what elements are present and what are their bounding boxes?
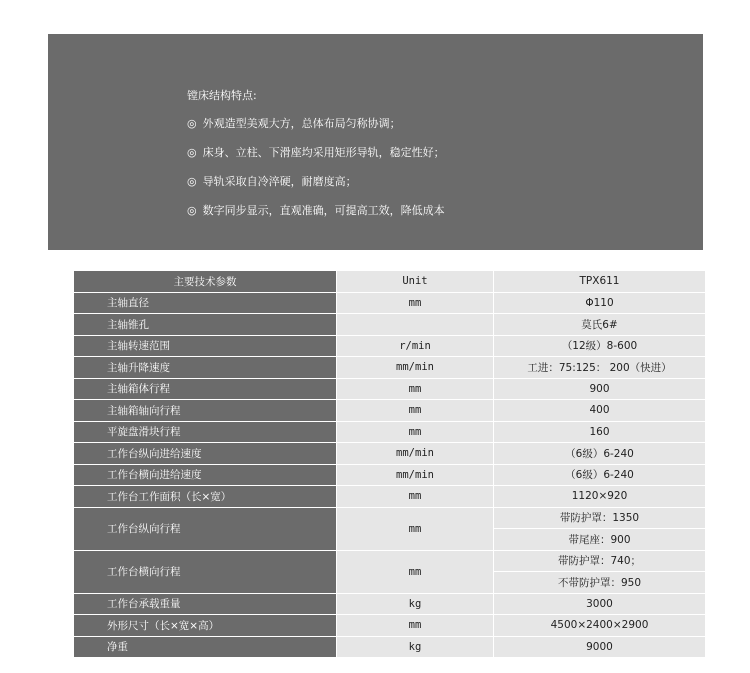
table-row bbox=[74, 357, 705, 378]
param-name: 主轴锥孔 bbox=[74, 314, 336, 335]
param-unit: mm bbox=[337, 293, 493, 314]
param-name: 净重 bbox=[74, 637, 336, 658]
param-unit: mm bbox=[337, 422, 493, 443]
param-value: 带尾座：900 bbox=[494, 529, 705, 550]
param-value: （6级）6-240 bbox=[494, 443, 705, 464]
param-unit: mm bbox=[337, 400, 493, 421]
feature-item bbox=[187, 146, 445, 160]
param-value: 不带防护罩：950 bbox=[494, 572, 705, 593]
table-row bbox=[74, 422, 705, 443]
param-name: 工作台纵向进给速度 bbox=[74, 443, 336, 464]
bullet-icon: ◎ bbox=[187, 204, 197, 217]
param-value: （12级）8-600 bbox=[494, 336, 705, 357]
table-row bbox=[74, 400, 705, 421]
param-name: 主轴直径 bbox=[74, 293, 336, 314]
table-row bbox=[74, 508, 705, 529]
param-value: 400 bbox=[494, 400, 705, 421]
feature-text: 导轨采取自冷淬硬，耐磨度高； bbox=[202, 175, 357, 188]
table-header-row bbox=[74, 271, 705, 292]
param-name: 平旋盘滑块行程 bbox=[74, 422, 336, 443]
table-row bbox=[74, 615, 705, 636]
param-name: 主轴升降速度 bbox=[74, 357, 336, 378]
param-value: 带防护罩：740； bbox=[494, 551, 705, 572]
param-name: 外形尺寸（长×宽×高） bbox=[74, 615, 336, 636]
param-unit: mm bbox=[337, 615, 493, 636]
param-value: 4500×2400×2900 bbox=[494, 615, 705, 636]
feature-text: 数字同步显示，直观准确，可提高工效，降低成本 bbox=[202, 204, 445, 217]
table-row bbox=[74, 465, 705, 486]
param-value: 3000 bbox=[494, 594, 705, 615]
table-row bbox=[74, 443, 705, 464]
bullet-icon: ◎ bbox=[187, 117, 197, 130]
param-unit bbox=[337, 314, 493, 335]
param-name: 主轴转速范围 bbox=[74, 336, 336, 357]
feature-panel bbox=[48, 34, 703, 250]
spec-table bbox=[73, 270, 706, 658]
param-unit: mm/min bbox=[337, 465, 493, 486]
param-name: 工作台承载重量 bbox=[74, 594, 336, 615]
param-value: 9000 bbox=[494, 637, 705, 658]
table-row bbox=[74, 594, 705, 615]
table-row bbox=[74, 486, 705, 507]
param-value: 莫氏6# bbox=[494, 314, 705, 335]
param-unit: mm bbox=[337, 551, 493, 593]
feature-item bbox=[187, 117, 445, 131]
feature-title: 镗床结构特点: bbox=[187, 89, 257, 102]
table-row bbox=[74, 314, 705, 335]
param-name: 主轴箱体行程 bbox=[74, 379, 336, 400]
table-row bbox=[74, 637, 705, 658]
param-name: 工作台横向进给速度 bbox=[74, 465, 336, 486]
param-unit: kg bbox=[337, 594, 493, 615]
param-unit: mm bbox=[337, 379, 493, 400]
param-value: 160 bbox=[494, 422, 705, 443]
feature-text: 外观造型美观大方，总体布局匀称协调； bbox=[202, 117, 401, 130]
param-unit: mm/min bbox=[337, 357, 493, 378]
param-value: 带防护罩：1350 bbox=[494, 508, 705, 529]
param-value: 1120×920 bbox=[494, 486, 705, 507]
feature-item bbox=[187, 175, 445, 189]
param-unit: mm bbox=[337, 508, 493, 550]
feature-item bbox=[187, 204, 445, 218]
param-unit: mm/min bbox=[337, 443, 493, 464]
param-name: 工作台横向行程 bbox=[74, 551, 336, 593]
table-row bbox=[74, 293, 705, 314]
feature-text: 床身、立柱、下滑座均采用矩形导轨，稳定性好； bbox=[202, 146, 445, 159]
header-model: TPX611 bbox=[494, 271, 705, 292]
param-name: 工作台纵向行程 bbox=[74, 508, 336, 550]
param-value: （6级）6-240 bbox=[494, 465, 705, 486]
param-value: 工进：75:125： 200（快进） bbox=[494, 357, 705, 378]
param-unit: kg bbox=[337, 637, 493, 658]
bullet-icon: ◎ bbox=[187, 175, 197, 188]
param-unit: mm bbox=[337, 486, 493, 507]
param-unit: r/min bbox=[337, 336, 493, 357]
table-row bbox=[74, 336, 705, 357]
feature-list bbox=[187, 117, 445, 218]
param-value: 900 bbox=[494, 379, 705, 400]
header-param: 主要技术参数 bbox=[74, 271, 336, 292]
table-row bbox=[74, 551, 705, 572]
header-unit: Unit bbox=[337, 271, 493, 292]
feature-content bbox=[187, 89, 445, 233]
param-name: 主轴箱轴向行程 bbox=[74, 400, 336, 421]
param-name: 工作台工作面积（长×宽） bbox=[74, 486, 336, 507]
table-row bbox=[74, 379, 705, 400]
param-value: Φ110 bbox=[494, 293, 705, 314]
bullet-icon: ◎ bbox=[187, 146, 197, 159]
